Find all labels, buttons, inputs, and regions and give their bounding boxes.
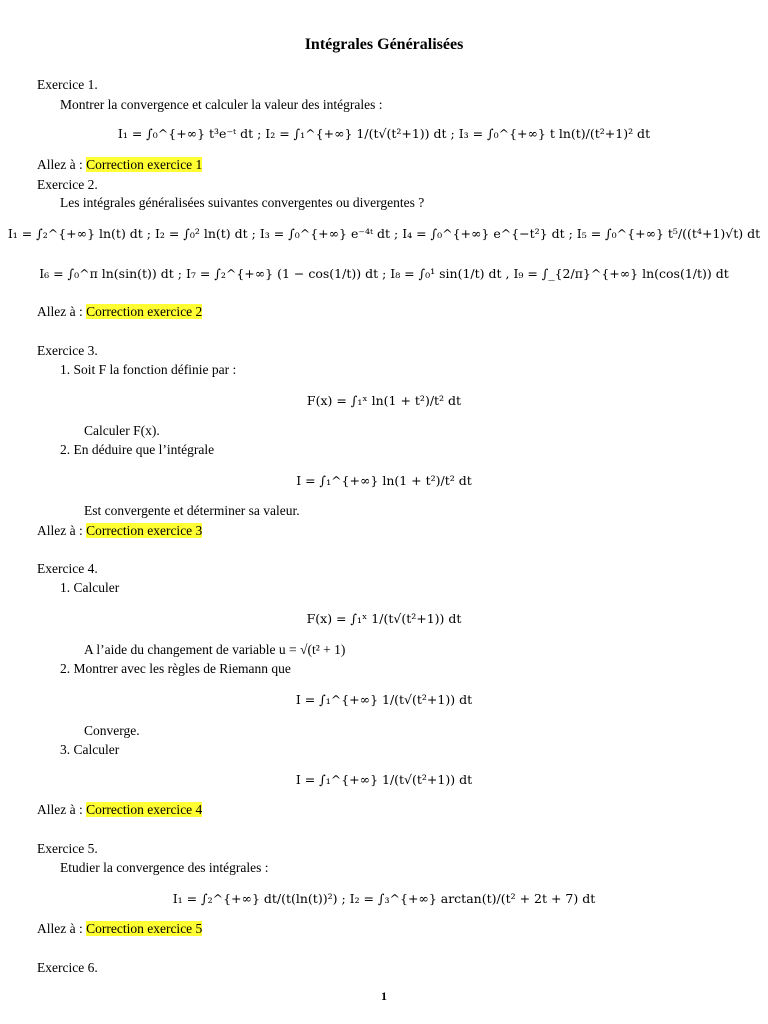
page-number: 1	[381, 989, 387, 1003]
exercise-2-formula-2: I₆ = ∫₀^π ln(sin(t)) dt ; I₇ = ∫₂^{+∞} (1 − cos(1/t)) dt ; I₈ = ∫₀¹ sin(1/t) dt , I₉ = ∫_{2/π}^{+∞} ln(cos(1/t)) dt	[39, 266, 729, 281]
exercise-4-question-2b: Converge.	[84, 723, 140, 738]
page-title: Intégrales Généralisées	[304, 36, 464, 53]
exercise-3-formula-2: I = ∫₁^{+∞} ln(1 + t²)/t² dt	[296, 473, 472, 488]
allez-label: Allez à :	[37, 523, 87, 538]
exercise-5-formula: I₁ = ∫₂^{+∞} dt/(t(ln(t))²) ; I₂ = ∫₃^{+∞} arctan(t)/(t² + 2t + 7) dt	[172, 891, 596, 906]
allez-label: Allez à :	[37, 802, 87, 817]
exercise-6-heading: Exercice 6.	[37, 960, 98, 975]
correction-4-link[interactable]: Correction exercice 4	[86, 802, 203, 817]
correction-1-link[interactable]: Correction exercice 1	[86, 157, 203, 172]
exercise-4-formula-2: I = ∫₁^{+∞} 1/(t√(t²+1)) dt	[295, 692, 473, 707]
exercise-5-heading: Exercice 5.	[37, 841, 98, 856]
correction-2-link[interactable]: Correction exercice 2	[86, 304, 203, 319]
correction-3-link[interactable]: Correction exercice 3	[86, 523, 203, 538]
exercise-3-question-2b: Est convergente et déterminer sa valeur.	[84, 503, 300, 518]
exercise-2-formula-1: I₁ = ∫₂^{+∞} ln(t) dt ; I₂ = ∫₀² ln(t) dt ; I₃ = ∫₀^{+∞} e⁻⁴ᵗ dt ; I₄ = ∫₀^{+∞} e^{−t²} dt ; I₅ = ∫₀^{+∞} t⁵/((t⁴+1)√t) dt	[7, 226, 761, 241]
exercise-4-question-1b: A l’aide du changement de variable u = √(t² + 1)	[84, 642, 346, 657]
exercise-3-question-2: 2. En déduire que l’intégrale	[60, 442, 215, 457]
exercise-2-statement: Les intégrales généralisées suivantes convergentes ou divergentes ?	[60, 195, 425, 210]
exercise-1-formula: I₁ = ∫₀^{+∞} t³e⁻ᵗ dt ; I₂ = ∫₁^{+∞} 1/(t√(t²+1)) dt ; I₃ = ∫₀^{+∞} t ln(t)/(t²+1)² dt	[117, 126, 651, 141]
exercise-3-formula-1: F(x) = ∫₁ˣ ln(1 + t²)/t² dt	[306, 393, 462, 408]
exercise-5-link-line	[37, 920, 202, 937]
correction-5-link[interactable]: Correction exercice 5	[86, 921, 203, 936]
allez-label: Allez à :	[37, 921, 87, 936]
exercise-2-heading: Exercice 2.	[37, 177, 98, 192]
exercise-4-heading: Exercice 4.	[37, 561, 98, 576]
exercise-3-question-1: 1. Soit F la fonction définie par :	[60, 362, 237, 377]
allez-label: Allez à :	[37, 304, 87, 319]
exercise-1-link-line	[37, 156, 202, 173]
exercise-1-statement: Montrer la convergence et calculer la valeur des intégrales :	[60, 97, 383, 112]
exercise-4-question-2: 2. Montrer avec les règles de Riemann que	[60, 661, 291, 676]
exercise-4-link-line	[37, 801, 202, 818]
exercise-4-formula-1: F(x) = ∫₁ˣ 1/(t√(t²+1)) dt	[306, 611, 462, 626]
exercise-3-heading: Exercice 3.	[37, 343, 98, 358]
exercise-4-formula-3: I = ∫₁^{+∞} 1/(t√(t²+1)) dt	[295, 772, 473, 787]
exercise-4-question-1: 1. Calculer	[60, 580, 120, 595]
allez-label: Allez à :	[37, 157, 87, 172]
exercise-4-question-3: 3. Calculer	[60, 742, 120, 757]
exercise-3-question-1b: Calculer F(x).	[84, 423, 160, 438]
exercise-3-link-line	[37, 522, 202, 539]
exercise-5-statement: Etudier la convergence des intégrales :	[60, 860, 269, 875]
exercise-2-link-line	[37, 303, 202, 320]
exercise-1-heading: Exercice 1.	[37, 77, 98, 92]
